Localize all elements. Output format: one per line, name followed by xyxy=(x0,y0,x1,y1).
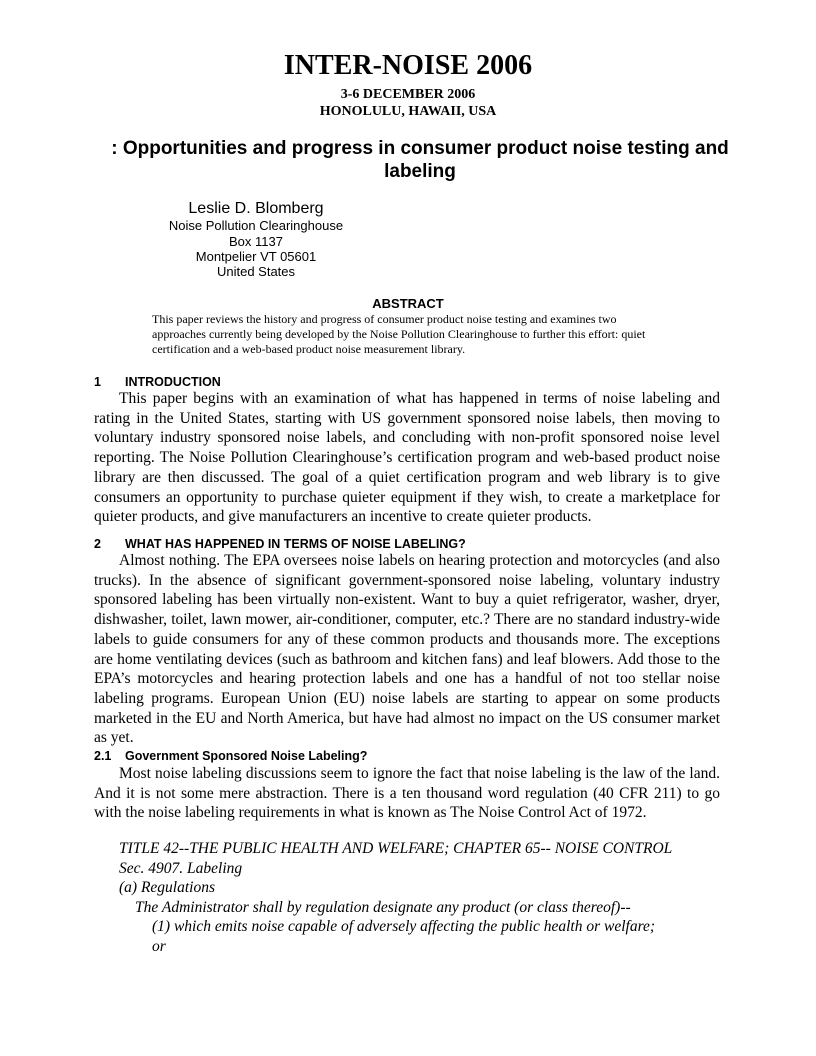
statute-item-1-continued: or xyxy=(152,938,166,955)
section-title: INTRODUCTION xyxy=(125,375,221,389)
author-city: Montpelier VT 05601 xyxy=(195,249,317,264)
section-number: 2.1 xyxy=(94,749,112,763)
section-title: Government Sponsored Noise Labeling? xyxy=(125,749,368,763)
abstract-heading: ABSTRACT xyxy=(372,296,444,311)
conference-title: INTER-NOISE 2006 xyxy=(283,50,533,81)
statute-clause: The Administrator shall by regulation designate any product (or class thereof)-- xyxy=(135,899,631,916)
section-2-paragraph: Almost nothing. The EPA oversees noise labels on hearing protection and motorcycles (and also trucks). In the absence of significant government-sponsored noise labeling, voluntary industry sponsored labeling has been virtually non-existent. Want to buy a quiet refrigerator, washer, dryer, dishwasher, toilet, lawn mower, air-conditioner, computer, etc.? There are no standard industry-wide labels to guide consumers for any of these common products and thousands more. The exceptions are home ventilating devices (such as bathroom and kitchen fans) and leaf blowers. Add those to the EPA’s motorcycles and hearing protection labels and one has a handful of not too stellar noise labeling programs. European Union (EU) noise labels are starting to appear on some products marketed in the EU and North America, but have had almost no impact on the US consumer market as yet. xyxy=(94,552,720,747)
statute-title-line: TITLE 42--THE PUBLIC HEALTH AND WELFARE; CHAPTER 65-- NOISE CONTROL xyxy=(119,840,673,857)
section-number: 2 xyxy=(94,537,101,551)
author-country: United States xyxy=(216,264,296,279)
section-1-paragraph: This paper begins with an examination of what has happened in terms of noise labeling and rating in the United States, starting with US government sponsored noise labels, then moving to voluntary industry sponsored noise labels, and concluding with non-profit sponsored noise level reporting. The Noise Pollution Clearinghouse’s certification program and web-based product noise library are then discussed. The goal of a quiet certification program and web library is to give consumers an opportunity to purchase quieter equipment if they wish, to create a marketplace for quieter products, and give manufacturers an incentive to create quieter products. xyxy=(94,390,720,526)
conference-location: HONOLULU, HAWAII, USA xyxy=(319,104,497,119)
conference-dates: 3-6 DECEMBER 2006 xyxy=(340,87,476,102)
author-name: Leslie D. Blomberg xyxy=(188,200,324,217)
section-2-1-heading xyxy=(94,749,367,763)
abstract-text: This paper reviews the history and progress of consumer product noise testing and examines two approaches currently being developed by the Noise Pollution Clearinghouse to further this effort: quiet certification and a web-based product noise measurement library. xyxy=(152,312,646,356)
section-1-heading xyxy=(94,375,221,389)
statute-subsection: (a) Regulations xyxy=(119,879,215,896)
section-number: 1 xyxy=(94,375,101,389)
statute-section: Sec. 4907. Labeling xyxy=(119,860,243,877)
section-2-heading xyxy=(94,537,466,551)
statute-item-1: (1) which emits noise capable of adversely affecting the public health or welfare; xyxy=(152,918,656,935)
author-po-box: Box 1137 xyxy=(229,234,283,249)
author-organization: Noise Pollution Clearinghouse xyxy=(168,218,344,233)
section-title: WHAT HAS HAPPENED IN TERMS OF NOISE LABELING? xyxy=(125,537,466,551)
paper-title: : Opportunities and progress in consumer product noise testing and labeling xyxy=(111,138,729,182)
section-2-1-paragraph: Most noise labeling discussions seem to ignore the fact that noise labeling is the law of the land. And it is not some mere abstraction. There is a ten thousand word regulation (40 CFR 211) to go with the noise labeling requirements in what is known as The Noise Control Act of 1972. xyxy=(94,765,720,822)
